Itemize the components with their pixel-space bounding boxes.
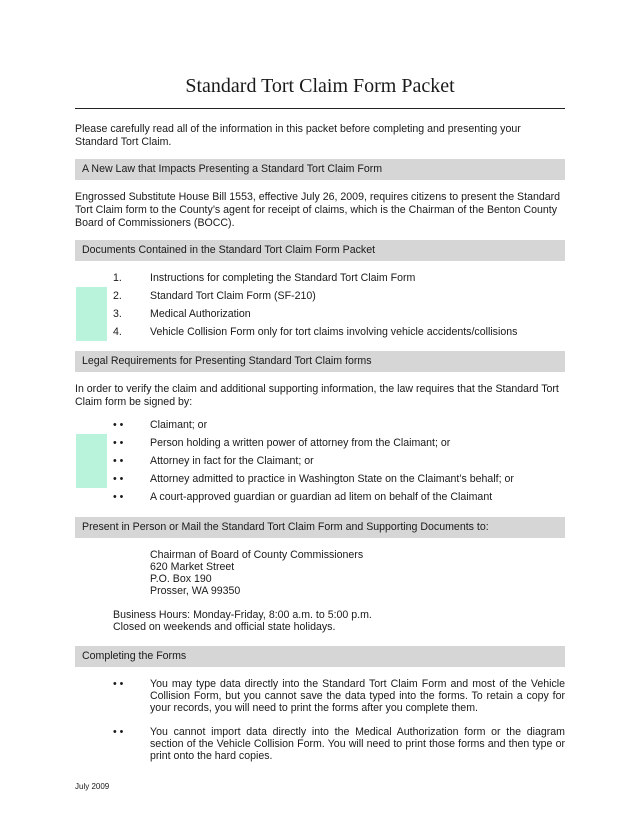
section-heading-completing-forms: Completing the Forms <box>75 646 565 667</box>
bullet: • • <box>113 473 124 485</box>
list-text: Medical Authorization <box>150 308 251 320</box>
title-rule <box>75 108 565 109</box>
list-item <box>0 269 640 287</box>
intro-paragraph: Please carefully read all of the information in this packet before completing and presenting your Standard Tort Claim. <box>75 123 521 148</box>
section-heading-present-or-mail: Present in Person or Mail the Standard Tort Claim Form and Supporting Documents to: <box>75 517 565 538</box>
page-title: Standard Tort Claim Form Packet <box>185 75 455 97</box>
form-field-highlight[interactable] <box>76 452 107 470</box>
hours-line: Closed on weekends and official state holidays. <box>113 621 336 633</box>
list-number: 3. <box>113 308 122 320</box>
hours-line: Business Hours: Monday-Friday, 8:00 a.m. to 5:00 p.m. <box>113 609 372 621</box>
list-text: Attorney admitted to practice in Washington State on the Claimant’s behalf; or <box>150 473 514 485</box>
list-number: 4. <box>113 326 122 338</box>
list-number: 1. <box>113 272 122 284</box>
bullet: • • <box>113 437 124 449</box>
form-field-highlight[interactable] <box>76 470 107 488</box>
list-text: Standard Tort Claim Form (SF-210) <box>150 290 316 302</box>
bullet: • • <box>113 678 124 690</box>
list-text: Person holding a written power of attorney from the Claimant; or <box>150 437 451 449</box>
address-line: P.O. Box 190 <box>150 573 212 585</box>
form-field-highlight[interactable] <box>76 323 107 341</box>
list-text: A court-approved guardian or guardian ad litem on behalf of the Claimant <box>150 491 493 503</box>
list-text: Vehicle Collision Form only for tort claims involving vehicle accidents/collisions <box>150 326 518 338</box>
list-item <box>0 323 640 341</box>
form-field-highlight[interactable] <box>76 434 107 452</box>
list-text: Claimant; or <box>150 419 208 431</box>
list-item <box>0 452 640 470</box>
list-item <box>0 416 640 434</box>
list-item <box>0 488 640 506</box>
address-line: Prosser, WA 99350 <box>150 585 241 597</box>
section-heading-new-law: A New Law that Impacts Presenting a Standard Tort Claim Form <box>75 159 565 180</box>
bullet: • • <box>113 419 124 431</box>
new-law-paragraph: Engrossed Substitute House Bill 1553, effective July 26, 2009, requires citizens to present the Standard Tort Claim form to the County’s agent for receipt of claims, which is the Chairman of the Benton County Board of Commissioners (BOCC). <box>75 191 561 229</box>
section-heading-documents: Documents Contained in the Standard Tort Claim Form Packet <box>75 240 565 261</box>
bullet: • • <box>113 491 124 503</box>
address-line: 620 Market Street <box>150 561 235 573</box>
list-item <box>0 470 640 488</box>
completing-forms-item: You may type data directly into the Standard Tort Claim Form and most of the Vehicle Collision Form, but you cannot save the data typed into the forms. To retain a copy for your records, you will need to print the forms after you complete them. <box>150 678 565 714</box>
form-field-highlight[interactable] <box>76 305 107 323</box>
bullet: • • <box>113 726 124 738</box>
form-field-highlight[interactable] <box>76 287 107 305</box>
list-item <box>0 287 640 305</box>
list-item <box>0 305 640 323</box>
mailing-address <box>150 549 363 597</box>
list-item <box>0 434 640 452</box>
list-text: Attorney in fact for the Claimant; or <box>150 455 314 467</box>
address-line: Chairman of Board of County Commissioners <box>150 549 364 561</box>
completing-forms-item: You cannot import data directly into the Medical Authorization form or the diagram section of the Vehicle Collision Form. You will need to print those forms and then type or print onto the hard copies. <box>150 726 565 762</box>
list-text: Instructions for completing the Standard Tort Claim Form <box>150 272 416 284</box>
list-number: 2. <box>113 290 122 302</box>
section-heading-legal-requirements: Legal Requirements for Presenting Standard Tort Claim forms <box>75 351 565 372</box>
business-hours <box>113 609 372 633</box>
legal-requirements-paragraph: In order to verify the claim and additional supporting information, the law requires that the Standard Tort Claim form be signed by: <box>75 383 559 408</box>
bullet: • • <box>113 455 124 467</box>
footer-date: July 2009 <box>75 782 110 791</box>
